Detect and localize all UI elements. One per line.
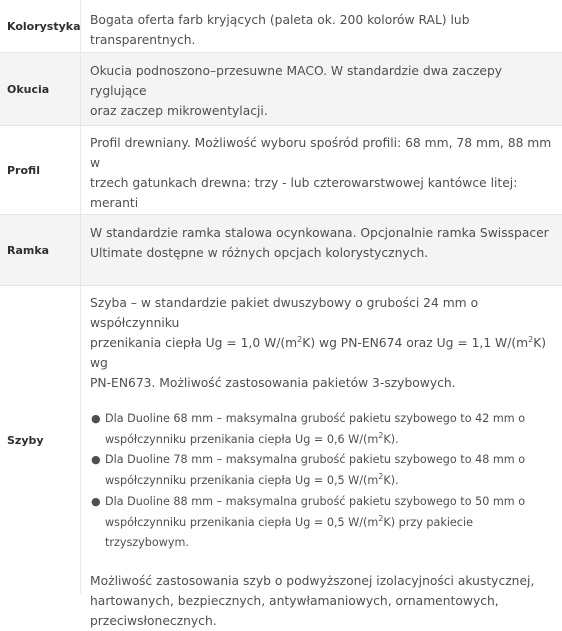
szyby-intro-line-3: PN-EN673. Możliwość zastosowania pakietów 3-szybowych. — [90, 376, 456, 390]
okucia-line-2: oraz zaczep mikrowentylacji. — [90, 104, 268, 118]
row-label-ramka: Ramka — [0, 215, 81, 285]
szyby-outro-line-3: przeciwsłonecznych. — [90, 613, 217, 628]
row-label-szyby: Szyby — [0, 286, 81, 594]
row-content-ramka — [81, 215, 562, 285]
szyby-outro-line-1: Możliwość zastosowania szyb o podwyższonej izolacyjności akustycznej, — [90, 573, 535, 588]
profil-line-1: Profil drewniany. Możliwość wyboru spośród profili: 68 mm, 78 mm, 88 mm w — [90, 136, 552, 170]
list-item: ● Dla Duoline 68 mm – maksymalna grubość pakietu szybowego to 42 mm o współczynniku przenikania ciepła Ug = 0,6 $W/(m^2K)$. — [90, 409, 558, 450]
row-content-okucia — [81, 53, 562, 125]
szyby-outro — [90, 571, 558, 631]
ramka-line-1: W standardzie ramka stalowa ocynkowana. Opcjonalnie ramka Swisspacer — [90, 226, 549, 240]
szyby-outro-line-2: hartowanych, bezpiecznych, antywłamaniowych, ornamentowych, — [90, 593, 499, 608]
row-label-profil: Profil — [0, 126, 81, 214]
table-row-ramka — [0, 215, 562, 285]
szyby-bullet-list — [90, 409, 558, 554]
row-label-okucia: Okucia — [0, 53, 81, 125]
profil-line-2: trzech gatunkach drewna: trzy - lub czterowarstwowej kantówce litej: meranti — [90, 176, 518, 210]
table-row-okucia — [0, 53, 562, 125]
bullet-icon: ● — [91, 453, 101, 467]
row-content-szyby — [81, 286, 562, 628]
table-row-profil — [0, 126, 562, 214]
row-content-kolorystyka — [81, 0, 562, 52]
bullet-icon: ● — [91, 494, 101, 508]
okucia-line-1: Okucia podnoszono–przesuwne MACO. W standardzie dwa zaczepy ryglujące — [90, 64, 503, 98]
bullet-icon: ● — [91, 412, 101, 425]
table-row-szyby — [0, 286, 562, 628]
list-item: ● Dla Duoline 78 mm – maksymalna grubość pakietu szybowego to 48 mm o współczynniku przenikania ciepła Ug = 0,5 $W/(m^2K)$. — [90, 450, 558, 491]
table-row-kolorystyka — [0, 0, 562, 52]
szyby-intro-line-1: Szyba – w standardzie pakiet dwuszybowy o grubości 24 mm o współczynniku — [90, 296, 479, 330]
kolorystyka-text: Bogata oferta farb kryjących (paleta ok. 200 kolorów RAL) lub transparentnych. — [90, 13, 470, 47]
list-item: ● Dla Duoline 88 mm – maksymalna grubość pakietu szybowego to 50 mm o współczynniku przenikania ciepła Ug = 0,5 $W/(m^2K)$ przy pakiecie trzyszybowym. — [90, 492, 558, 554]
ramka-line-2: Ultimate dostępne w różnych opcjach kolorystycznych. — [90, 246, 429, 260]
szyby-intro-line-2: przenikania ciepła Ug = 1,0 $W/(m^2K)$ wg PN-EN674 oraz Ug = 1,1 $W/(m^2K)$ wg — [90, 335, 547, 370]
row-label-kolorystyka: Kolorystyka — [0, 0, 81, 52]
row-content-profil — [81, 126, 562, 214]
